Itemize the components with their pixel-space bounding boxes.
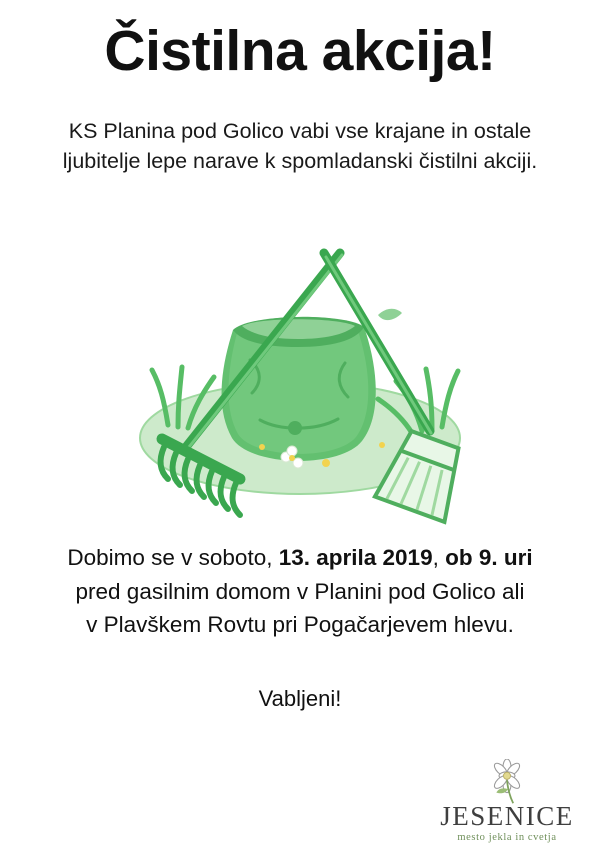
event-line1-mid: , [432, 544, 446, 570]
event-time: ob 9. uri [445, 544, 533, 570]
event-details-line-1 [20, 541, 580, 575]
jesenice-logo [432, 759, 582, 843]
event-date: 13. aprila 2019 [278, 544, 433, 570]
daisy-flower-icon [480, 759, 534, 805]
logo-name: JESENICE [440, 801, 574, 831]
event-line1-prefix: Dobimo se v soboto, [67, 544, 279, 570]
garden-waste-bag-rake-broom-icon [90, 195, 510, 525]
logo-tagline: mesto jekla in cvetja [457, 832, 557, 843]
event-details-line-2: pred gasilnim domom v Planini pod Golico ali [75, 578, 525, 604]
closing-text: Vabljeni! [258, 686, 342, 712]
event-details [20, 541, 580, 642]
intro-paragraph: KS Planina pod Golico vabi vse krajane in ostale ljubitelje lepe narave k spomladanski čistilni akciji. [62, 118, 538, 174]
page-title: Čistilna akcija! [104, 19, 496, 83]
event-details-line-3: v Plavškem Rovtu pri Pogačarjevem hlevu. [86, 612, 514, 638]
